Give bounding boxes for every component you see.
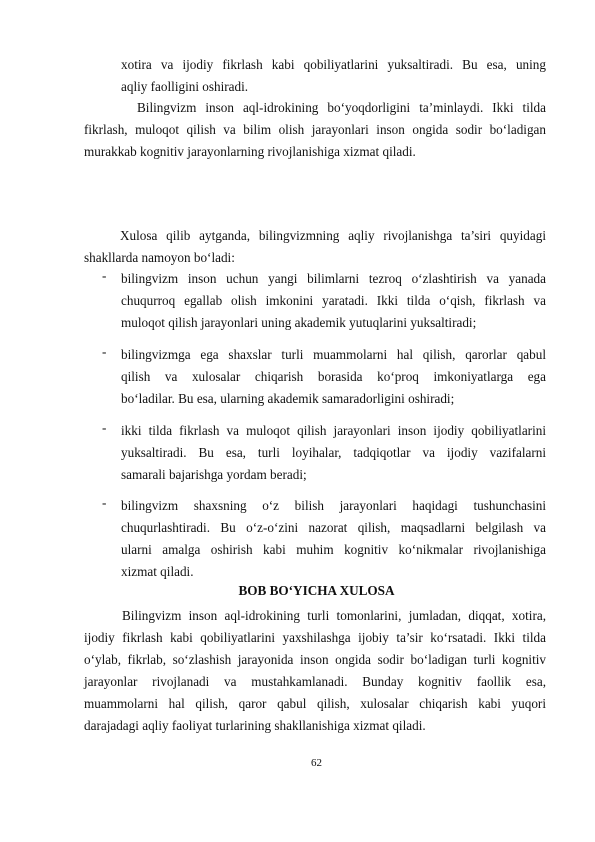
text-line: fikrlash, muloqot qilish va bilim olish jarayonlari inson ongida sodir bo‘ladigan: [84, 122, 546, 137]
text-line: aqliy faolligini oshiradi.: [121, 79, 249, 94]
text-line: ijodiy fikrlash kabi qobiliyatlarini yaxshilashga ijobiy ta’sir ko‘rsatadi. Ikki tilda: [84, 630, 546, 645]
text-line: yuksaltiradi. Bu esa, turli loyihalar, tadqiqotlar va ijodiy vazifalarni: [121, 445, 546, 460]
list-item: [121, 420, 546, 486]
text-line: bilingvizm shaxsning o‘z bilish jarayonlari haqidagi tushunchasini: [121, 498, 546, 513]
paragraph-2: [84, 97, 546, 163]
text-line: bilingvizm inson uchun yangi bilimlarni tezroq o‘zlashtirish va yanada: [121, 271, 546, 286]
text-line: chuqurroq egallab olish imkonini yaratadi. Ikki tilda o‘qish, fikrlash va: [121, 293, 546, 308]
list-bullet-marker: -: [102, 420, 107, 435]
text-line: murakkab kognitiv jarayonlarning rivojlanishiga xizmat qiladi.: [84, 144, 416, 159]
list-item: [121, 495, 546, 583]
text-line: ularni amalga oshirish kabi muhim kognitiv ko‘nikmalar rivojlanishiga: [121, 542, 546, 557]
paragraph-3: [84, 225, 546, 269]
text-line: xizmat qiladi.: [121, 564, 194, 579]
list-bullet-marker: -: [102, 344, 107, 359]
text-line: bo‘ladilar. Bu esa, ularning akademik samaradorligini oshiradi;: [121, 391, 455, 406]
text-line: chuqurlashtiradi. Bu o‘z-o‘zini nazorat qilish, maqsadlarni belgilash va: [121, 520, 546, 535]
text-line: darajadagi aqliy faoliyat turlarining shakllanishiga xizmat qiladi.: [84, 718, 426, 733]
text-line: Bilingvizm inson aql-idrokining bo‘yoqdorligini ta’minlaydi. Ikki tilda: [137, 100, 546, 115]
text-line: Bilingvizm inson aql-idrokining turli tomonlarini, jumladan, diqqat, xotira,: [122, 608, 546, 623]
text-line: ikki tilda fikrlash va muloqot qilish jarayonlari inson ijodiy qobiliyatlarini: [121, 423, 546, 438]
text-line: samarali bajarishga yordam beradi;: [121, 467, 307, 482]
list-bullet-marker: -: [102, 268, 107, 283]
paragraph-4: [84, 605, 546, 737]
text-line: shakllarda namoyon bo‘ladi:: [84, 250, 235, 265]
text-line: o‘ylab, fikrlab, so‘zlashish jarayonida inson ongida sodir bo‘ladigan turli kognitiv: [84, 652, 546, 667]
list-bullet-marker: -: [102, 495, 107, 510]
text-line: xotira va ijodiy fikrlash kabi qobiliyatlarini yuksaltiradi. Bu esa, uning: [121, 57, 546, 72]
page-number: 62: [311, 757, 322, 769]
text-line: bilingvizmga ega shaxslar turli muammolarni hal qilish, qarorlar qabul: [121, 347, 546, 362]
text-line: jarayonlar rivojlanadi va mustahkamlanadi. Bunday kognitiv faollik esa,: [84, 674, 546, 689]
list-item: [121, 268, 546, 334]
section-heading: BOB BO‘YICHA XULOSA: [238, 583, 395, 598]
text-line: muloqot qilish jarayonlari uning akademik yutuqlarini yuksaltiradi;: [121, 315, 477, 330]
text-line: Xulosa qilib aytganda, bilingvizmning aqliy rivojlanishga ta’siri quyidagi: [120, 228, 546, 243]
text-line: qilish va xulosalar chiqarish borasida ko‘proq imkoniyatlarga ega: [121, 369, 546, 384]
text-line: muammolarni hal qilish, qaror qabul qilish, xulosalar chiqarish kabi yuqori: [84, 696, 546, 711]
list-item: [121, 344, 546, 410]
paragraph-1: [121, 54, 546, 98]
